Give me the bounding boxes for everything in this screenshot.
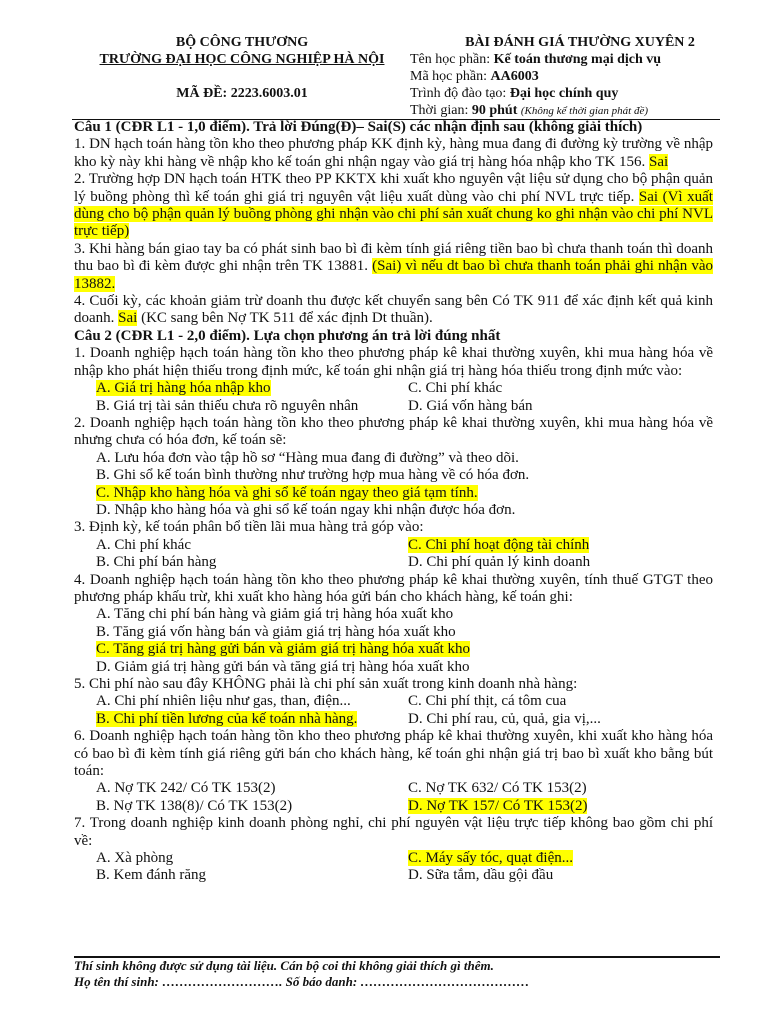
footer	[74, 958, 714, 990]
code-value: AA6003	[490, 69, 539, 84]
q2-stem-6: 6. Doanh nghiệp hạch toán hàng tồn kho theo phương pháp kê khai thường xuyên, khi xuất kho hàng hóa có bao bì đi kèm tính giá riêng gửi bán cho khách hàng, kế toán ghi nhận giá trị bao bì xuất kho bằng bút toán:	[74, 728, 713, 780]
q1-item-4	[74, 293, 713, 328]
header-left	[82, 34, 402, 102]
q2-options-5	[96, 693, 713, 728]
q2-stem-7: 7. Trong doanh nghiệp kinh doanh phòng nghỉ, chi phí nguyên vật liệu trực tiếp không bao gồm chi phí về:	[74, 815, 713, 849]
q2-5-option-b: B. Chi phí tiền lương của kế toán nhà hàng.	[96, 710, 358, 727]
q1-item-2-text: 2. Trường hợp DN hạch toán HTK theo PP KKTX khi xuất kho nguyên vật liệu sử dụng cho bộ phận quản lý buồng phòng thì kế toán ghi giá trị nguyên vật liệu xuất dùng vào chi phí NVL trực tiếp.	[74, 171, 714, 205]
q1-item-3	[74, 241, 713, 293]
time-note: (Không kể thời gian phát đề)	[520, 105, 649, 117]
university-name: TRƯỜNG ĐẠI HỌC CÔNG NGHIỆP HÀ NỘI	[99, 52, 385, 67]
level-line	[410, 85, 750, 102]
q2-1-option-b: B. Giá trị tài sản thiếu chưa rõ nguyên nhân	[96, 397, 359, 414]
q2-3-option-d: D. Chi phí quản lý kinh doanh	[408, 554, 591, 571]
q2-4-option-c: C. Tăng giá trị hàng gửi bán và giảm giá trị hàng hóa xuất kho	[96, 641, 471, 658]
course-label: Tên học phần:	[410, 52, 494, 67]
q2-7-option-b: B. Kem đánh răng	[96, 867, 206, 884]
time-line	[410, 102, 750, 120]
course-line	[410, 51, 750, 68]
q1-item-4-answer: Sai	[118, 310, 138, 327]
q2-stem-5: 5. Chi phí nào sau đây KHÔNG phải là chi phí sản xuất trong kinh doanh nhà hàng:	[74, 676, 578, 692]
time-label: Thời gian:	[410, 103, 472, 118]
q2-2-option-c: C. Nhập kho hàng hóa và ghi sổ kế toán ngay theo giá tạm tính.	[96, 484, 478, 501]
q2-stem-1: 1. Doanh nghiệp hạch toán hàng tồn kho theo phương pháp kê khai thường xuyên, khi mua hàng hóa về nhập kho phát hiện thiếu trong định mức, kế toán ghi nhận giá trị hàng hóa thiếu trong định mức vào:	[74, 345, 713, 379]
q2-options-1	[96, 380, 713, 415]
header-right	[410, 34, 750, 120]
q2-4-option-c-row	[96, 641, 713, 658]
q2-5-option-d: D. Chi phí rau, củ, quả, gia vị,...	[408, 710, 601, 727]
q2-stem-2: 2. Doanh nghiệp hạch toán hàng tồn kho theo phương pháp kê khai thường xuyên, khi mua hàng hóa về nhưng chưa có hóa đơn, kế toán sẽ:	[74, 414, 713, 449]
q2-7-option-d: D. Sữa tắm, dầu gội đầu	[408, 867, 554, 884]
q2-4-option-b: B. Tăng giá vốn hàng bán và giảm giá trị hàng hóa xuất kho	[96, 623, 456, 640]
q2-5-option-a: A. Chi phí nhiên liệu như gas, than, điện...	[96, 693, 351, 710]
exam-code: MÃ ĐỀ: 2223.6003.01	[176, 86, 308, 101]
q2-6-option-d: D. Nợ TK 157/ Có TK 153(2)	[408, 797, 588, 814]
ministry-name: BỘ CÔNG THƯƠNG	[175, 35, 309, 50]
q2-3-option-b: B. Chi phí bán hàng	[96, 554, 217, 571]
q2-4-option-d: D. Giảm giá trị hàng gửi bán và tăng giá trị hàng hóa xuất kho	[96, 658, 470, 675]
q2-2-option-b: B. Ghi sổ kế toán bình thường như trường hợp mua hàng về có hóa đơn.	[96, 467, 530, 484]
time-value: 90 phút	[471, 103, 518, 118]
footer-note: Thí sinh không được sử dụng tài liệu. Cán bộ coi thi không giải thích gì thêm.	[74, 958, 494, 973]
q1-item-1	[74, 136, 713, 171]
exam-content	[74, 119, 713, 885]
q2-2-option-d: D. Nhập kho hàng hóa và ghi sổ kế toán ngay khi nhận được hóa đơn.	[96, 501, 516, 518]
q1-item-1-answer: Sai	[649, 153, 669, 170]
exam-title: BÀI ĐÁNH GIÁ THƯỜNG XUYÊN 2	[465, 35, 695, 50]
q1-item-2-answer: Sai (Vì xuất dùng cho bộ phận quản lý buồng phòng ghi nhận vào chi phí sản xuất chung ko ghi nhận vào chi phí NVL trực tiếp)	[74, 188, 713, 240]
q2-6-option-b: B. Nợ TK 138(8)/ Có TK 153(2)	[96, 797, 293, 814]
q1-item-3-text: 3. Khi hàng bán giao tay ba có phát sinh bao bì đi kèm tính giá riêng tiền bao bì chưa thanh toán thì doanh thu bao bì đi kèm được ghi nhận trên TK 13881.	[74, 240, 713, 275]
q2-options-3	[96, 537, 713, 572]
q2-6-option-a: A. Nợ TK 242/ Có TK 153(2)	[96, 780, 276, 797]
q2-stem-3: 3. Định kỳ, kế toán phân bổ tiền lãi mua hàng trả góp vào:	[74, 519, 424, 536]
q2-7-option-c: C. Máy sấy tóc, quạt điện...	[408, 850, 573, 867]
q2-options-7	[96, 850, 713, 885]
q2-stem-4: 4. Doanh nghiệp hạch toán hàng tồn kho theo phương pháp kê khai thường xuyên, tính thuế GTGT theo phương pháp khấu trừ, khi xuất kho hàng hóa gửi bán cho khách hàng, kế toán ghi:	[74, 571, 713, 605]
question-2-title-rest: . Lựa chọn phương án trả lời đúng nhất	[246, 327, 501, 344]
q2-1-option-a: A. Giá trị hàng hóa nhập kho	[96, 380, 271, 397]
q2-5-option-c: C. Chi phí thịt, cá tôm cua	[408, 693, 567, 710]
q1-item-4-tail: (KC sang bên Nợ TK 511 để xác định Dt thuần).	[137, 310, 433, 327]
q2-1-option-c: C. Chi phí khác	[408, 380, 503, 397]
q1-item-2	[74, 171, 713, 241]
level-label: Trình độ đào tạo:	[410, 86, 510, 101]
q2-3-option-a: A. Chi phí khác	[96, 536, 191, 553]
course-value: Kế toán thương mại dịch vụ	[493, 52, 662, 67]
question-1-title: Câu 1 (CĐR L1 - 1,0 điểm). Trả lời Đúng(Đ)– Sai(S) các nhận định sau (không giải thích)	[74, 119, 643, 135]
q1-item-3-answer: (Sai) vì nếu dt bao bì chưa thanh toán phải ghi nhận vào 13882.	[74, 258, 713, 292]
q2-6-option-c: C. Nợ TK 632/ Có TK 153(2)	[408, 780, 587, 797]
q2-1-option-d: D. Giá vốn hàng bán	[408, 397, 533, 414]
q1-item-4-text: 4. Cuối kỳ, các khoản giảm trừ doanh thu được kết chuyển sang bên Có TK 911 để xác định kết quả kinh doanh.	[74, 293, 713, 327]
q2-4-option-a: A. Tăng chi phí bán hàng và giảm giá trị hàng hóa xuất kho	[96, 606, 454, 623]
code-line	[410, 68, 750, 85]
footer-candidate-line: Họ tên thí sinh: ………………………. Số báo danh: …………………………………	[74, 974, 530, 989]
q2-2-option-a: A. Lưu hóa đơn vào tập hồ sơ “Hàng mua đang đi đường” và theo dõi.	[96, 449, 519, 466]
q2-7-option-a: A. Xà phòng	[96, 850, 174, 867]
q2-3-option-c: C. Chi phí hoạt động tài chính	[408, 536, 590, 553]
level-value: Đại học chính quy	[509, 86, 619, 101]
q2-options-6	[96, 780, 713, 815]
question-2-title	[74, 328, 713, 345]
q2-2-option-c-row	[96, 485, 713, 502]
question-2-title-bold: Câu 2 (CĐR L1 - 2,0 điểm)	[74, 327, 247, 344]
code-label: Mã học phần:	[410, 69, 491, 84]
q1-item-1-text: 1. DN hạch toán hàng tồn kho theo phương pháp KK định kỳ, hàng mua đang đi đường kỳ trường về nhập kho kỳ này khi hàng về nhập kho kế toán ghi nhận ngay vào giá trị hàng hóa nhập kho TK 156.	[74, 136, 713, 170]
